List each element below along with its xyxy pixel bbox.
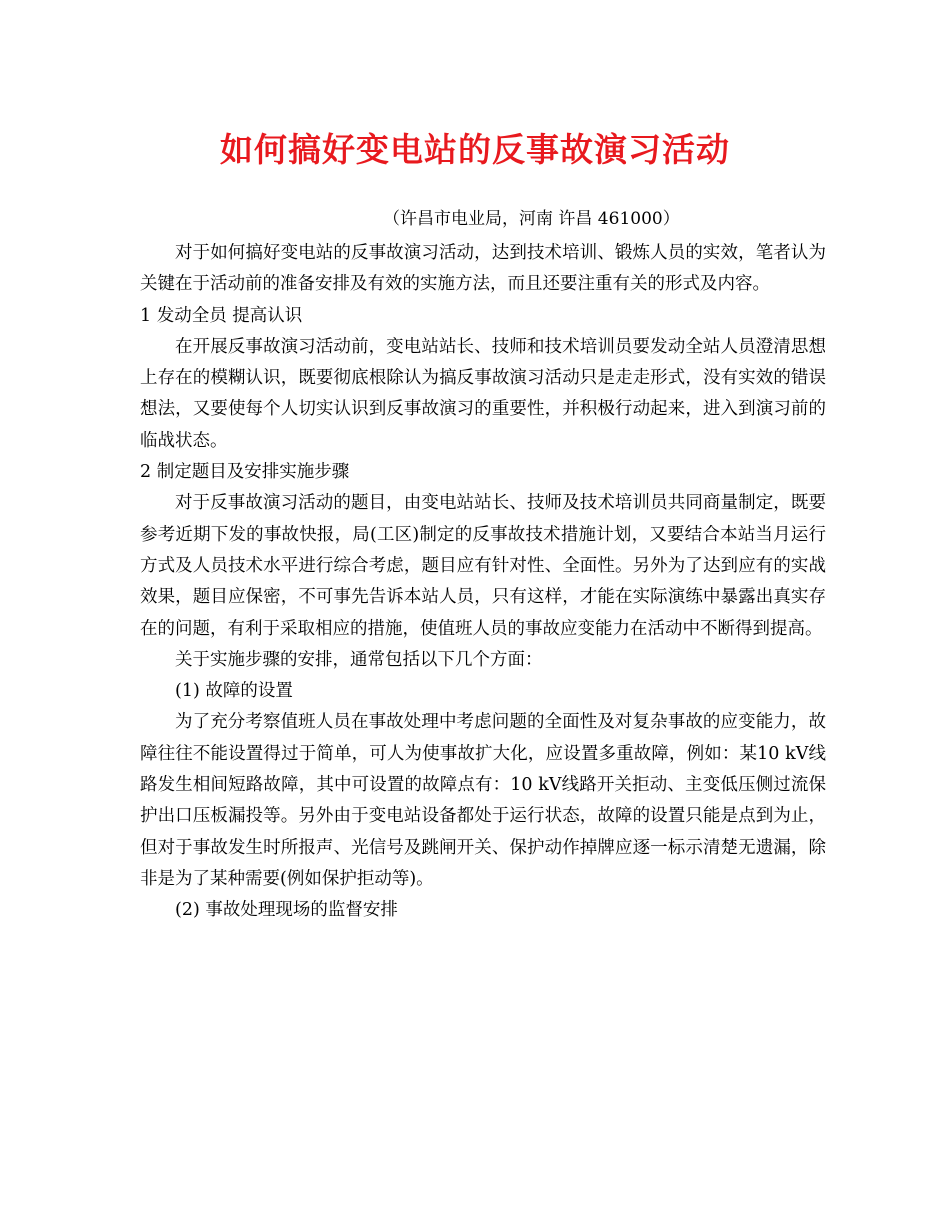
subheading-site-supervision: (2) 事故处理现场的监督安排 [175,900,398,921]
intro-paragraph: 对于如何搞好变电站的反事故演习活动，达到技术培训、锻炼人员的实效，笔者认为关键在于活动前的准备安排及有效的实施方法，而且还要注重有关的形式及内容。 [140,243,826,295]
document-title: 如何搞好变电站的反事故演习活动 [220,130,730,169]
section-2-paragraph: 对于反事故演习活动的题目，由变电站站长、技师及技术培训员共同商量制定，既要参考近期下发的事故快报，局(工区)制定的反事故技术措施计划，又要结合本站当月运行方式及人员技术水平进行综合考虑，题目应有针对性、全面性。另外为了达到应有的实战效果，题目应保密，不可事先告诉本站人员，只有这样，才能在实际演练中暴露出真实存在的问题，有利于采取相应的措施，使值班人员的事故应变能力在活动中不断得到提高。 [140,493,826,639]
fault-setting-paragraph: 为了充分考察值班人员在事故处理中考虑问题的全面性及对复杂事故的应变能力，故障往往不能设置得过于简单，可人为使事故扩大化，应设置多重故障，例如：某10 kV线路发生相间短路故障，其中可设置的故障点有：10 kV线路开关拒动、主变低压侧过流保护出口压板漏投等。另外由于变电站设备都处于运行状态，故障的设置只能是点到为止，但对于事故发生时所报声、光信号及跳闸开关、保护动作掉牌应逐一标示清楚无遗漏，除非是为了某种需要(例如保护拒动等)。 [140,712,826,889]
author-affiliation: （许昌市电业局，河南 许昌 461000） [383,209,680,229]
document-body [140,238,826,927]
steps-intro-paragraph: 关于实施步骤的安排，通常包括以下几个方面： [175,649,543,670]
section-heading-1: 1 发动全员 提高认识 [140,305,303,326]
section-1-paragraph: 在开展反事故演习活动前，变电站站长、技师和技术培训员要发动全站人员澄清思想上存在的模糊认识，既要彻底根除认为搞反事故演习活动只是走走形式，没有实效的错误想法，又要使每个人切实认识到反事故演习的重要性，并积极行动起来，进入到演习前的临战状态。 [140,336,826,451]
subheading-fault-setting: (1) 故障的设置 [175,681,293,702]
section-heading-2: 2 制定题目及安排实施步骤 [140,462,350,483]
